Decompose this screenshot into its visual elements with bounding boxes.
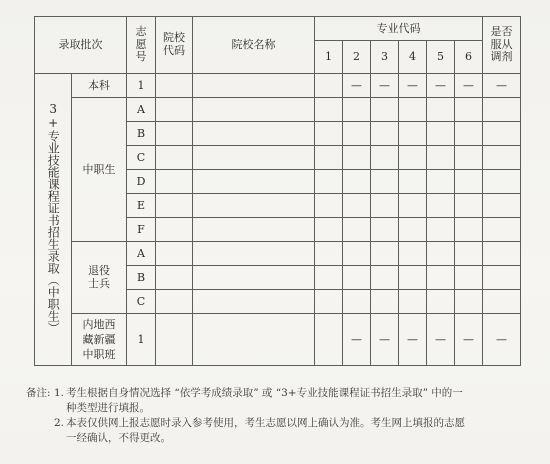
note-text: 种类型进行填报。: [66, 402, 150, 414]
major-cell[interactable]: [315, 242, 343, 266]
choice-letter: A: [127, 242, 156, 266]
major-cell[interactable]: [399, 290, 427, 314]
choice-letter: E: [127, 194, 156, 218]
header-batch: 录取批次: [35, 17, 127, 74]
major-cell[interactable]: [371, 122, 399, 146]
obey-cell[interactable]: [483, 266, 521, 290]
major-cell[interactable]: [315, 290, 343, 314]
major-cell[interactable]: [427, 218, 455, 242]
obey-dash: —: [483, 74, 521, 98]
major-dash: —: [427, 314, 455, 366]
choice-letter: A: [127, 98, 156, 122]
major-cell[interactable]: [371, 98, 399, 122]
notes-label: 备注:: [26, 387, 51, 399]
school-code-cell[interactable]: [156, 74, 193, 98]
obey-dash: —: [483, 314, 521, 366]
major-cell[interactable]: [343, 122, 371, 146]
header-major-code: 专业代码: [315, 17, 483, 41]
note-number: 1.: [54, 387, 65, 399]
choice-letter: F: [127, 218, 156, 242]
major-cell[interactable]: [343, 242, 371, 266]
major-cell[interactable]: [315, 218, 343, 242]
major-cell[interactable]: [371, 266, 399, 290]
school-code-cell[interactable]: [156, 122, 193, 146]
school-code-cell[interactable]: [156, 290, 193, 314]
school-name-cell[interactable]: [193, 290, 315, 314]
note-number: 2.: [54, 417, 65, 429]
major-cell[interactable]: [315, 314, 343, 366]
major-dash: —: [455, 74, 483, 98]
major-cell[interactable]: [455, 218, 483, 242]
major-cell[interactable]: [427, 146, 455, 170]
choice-xizang: 1: [127, 314, 156, 366]
major-cell[interactable]: [315, 170, 343, 194]
major-cell[interactable]: [371, 170, 399, 194]
header-school-name: 院校名称: [193, 17, 315, 74]
major-cell[interactable]: [427, 290, 455, 314]
major-cell[interactable]: [427, 194, 455, 218]
major-cell[interactable]: [399, 98, 427, 122]
major-cell[interactable]: [427, 122, 455, 146]
group-xizang: 内地西藏新疆中职班: [72, 314, 127, 366]
section-title: 3+专业技能课程证书招生录取（中职生）: [35, 74, 72, 366]
school-name-cell[interactable]: [193, 170, 315, 194]
major-col-2: 2: [343, 41, 371, 74]
header-obey: 是否服从调剂: [483, 17, 521, 74]
major-dash: —: [343, 74, 371, 98]
major-cell[interactable]: [427, 266, 455, 290]
major-cell[interactable]: [399, 218, 427, 242]
major-col-5: 5: [427, 41, 455, 74]
major-cell[interactable]: [455, 146, 483, 170]
group-zhongzhi: 中职生: [72, 98, 127, 242]
major-cell[interactable]: [315, 98, 343, 122]
major-cell[interactable]: [315, 146, 343, 170]
group-tuiyi: 退役士兵: [72, 242, 127, 314]
school-code-cell[interactable]: [156, 194, 193, 218]
school-code-cell[interactable]: [156, 266, 193, 290]
major-cell[interactable]: [455, 122, 483, 146]
obey-cell[interactable]: [483, 98, 521, 122]
header-school-code: 院校代码: [156, 17, 193, 74]
major-cell[interactable]: [371, 194, 399, 218]
choice-letter: C: [127, 290, 156, 314]
choice-letter: C: [127, 146, 156, 170]
major-cell[interactable]: [399, 242, 427, 266]
obey-cell[interactable]: [483, 242, 521, 266]
header-choice-no: 志愿号: [127, 17, 156, 74]
major-cell[interactable]: [315, 266, 343, 290]
school-name-cell[interactable]: [193, 98, 315, 122]
major-cell[interactable]: [343, 98, 371, 122]
major-dash: —: [371, 314, 399, 366]
major-cell[interactable]: [427, 242, 455, 266]
major-cell[interactable]: [343, 290, 371, 314]
major-cell[interactable]: [455, 194, 483, 218]
major-cell[interactable]: [427, 98, 455, 122]
major-cell[interactable]: [315, 74, 343, 98]
major-cell[interactable]: [455, 98, 483, 122]
note-text: 一经确认，不得更改。: [66, 432, 171, 444]
obey-cell[interactable]: [483, 290, 521, 314]
major-dash: —: [427, 74, 455, 98]
major-col-3: 3: [371, 41, 399, 74]
major-cell[interactable]: [315, 194, 343, 218]
school-name-cell[interactable]: [193, 314, 315, 366]
major-col-1: 1: [315, 41, 343, 74]
major-cell[interactable]: [455, 170, 483, 194]
major-cell[interactable]: [399, 194, 427, 218]
major-dash: —: [399, 74, 427, 98]
choice-letter: D: [127, 170, 156, 194]
notes: [26, 386, 536, 446]
school-code-cell[interactable]: [156, 98, 193, 122]
major-cell[interactable]: [371, 218, 399, 242]
note-text: 本表仅供网上报志愿时录入参考使用，考生志愿以网上确认为准。考生网上填报的志愿: [66, 417, 465, 429]
major-dash: —: [455, 314, 483, 366]
major-col-6: 6: [455, 41, 483, 74]
major-cell[interactable]: [399, 266, 427, 290]
major-cell[interactable]: [343, 218, 371, 242]
major-cell[interactable]: [371, 290, 399, 314]
major-cell[interactable]: [455, 242, 483, 266]
school-code-cell[interactable]: [156, 218, 193, 242]
major-cell[interactable]: [455, 266, 483, 290]
choice-benke: 1: [127, 74, 156, 98]
major-dash: —: [399, 314, 427, 366]
school-name-cell[interactable]: [193, 146, 315, 170]
major-cell[interactable]: [399, 146, 427, 170]
school-code-cell[interactable]: [156, 146, 193, 170]
major-cell[interactable]: [343, 146, 371, 170]
major-dash: —: [371, 74, 399, 98]
major-cell[interactable]: [315, 122, 343, 146]
school-name-cell[interactable]: [193, 266, 315, 290]
school-name-cell[interactable]: [193, 122, 315, 146]
volunteer-form-table: [34, 16, 521, 366]
group-benke: 本科: [72, 74, 127, 98]
obey-cell[interactable]: [483, 146, 521, 170]
obey-cell[interactable]: [483, 218, 521, 242]
school-name-cell[interactable]: [193, 242, 315, 266]
obey-cell[interactable]: [483, 194, 521, 218]
major-cell[interactable]: [455, 290, 483, 314]
obey-cell[interactable]: [483, 170, 521, 194]
major-cell[interactable]: [343, 266, 371, 290]
major-cell[interactable]: [343, 194, 371, 218]
school-code-cell[interactable]: [156, 170, 193, 194]
choice-letter: B: [127, 122, 156, 146]
major-dash: —: [343, 314, 371, 366]
major-cell[interactable]: [427, 170, 455, 194]
school-name-cell[interactable]: [193, 74, 315, 98]
school-name-cell[interactable]: [193, 194, 315, 218]
choice-letter: B: [127, 266, 156, 290]
school-code-cell[interactable]: [156, 314, 193, 366]
major-cell[interactable]: [343, 170, 371, 194]
major-cell[interactable]: [371, 242, 399, 266]
major-cell[interactable]: [371, 146, 399, 170]
school-code-cell[interactable]: [156, 242, 193, 266]
major-cell[interactable]: [399, 122, 427, 146]
note-text: 考生根据自身情况选择 “依学考成绩录取” 或 “3+专业技能课程证书招生录取” 中的一: [66, 387, 463, 399]
major-cell[interactable]: [399, 170, 427, 194]
school-name-cell[interactable]: [193, 218, 315, 242]
obey-cell[interactable]: [483, 122, 521, 146]
major-col-4: 4: [399, 41, 427, 74]
